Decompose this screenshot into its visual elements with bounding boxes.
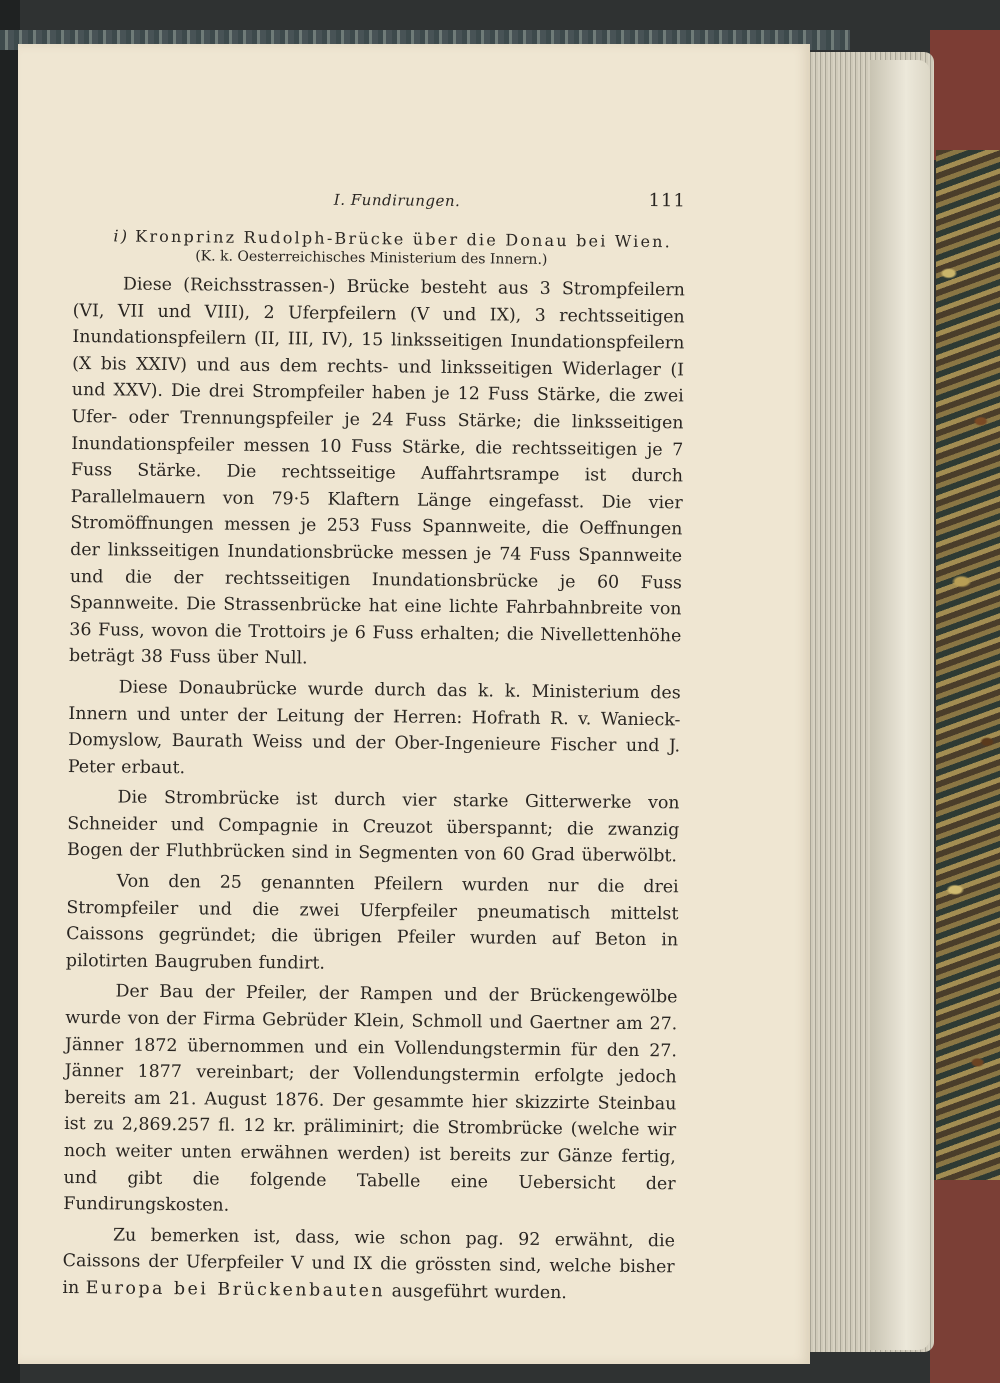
book-board-top — [930, 30, 1000, 160]
running-title: I. Fundirungen. — [333, 190, 461, 211]
paragraph: Diese Donaubrücke wurde durch das k. k. Ministerium des Innern und unter der Leitung der Herren: Hofrath R. v. Wanieck-Domyslow, Baurath Weiss und der Ober-Ingenieure Fischer und J. Peter erbaut. — [67, 677, 681, 778]
paragraph: Der Bau der Pfeiler, der Rampen und der Brückengewölbe wurde von der Firma Gebrüder Klein, Schmoll und Gaertner am 27. Jänner 1872 übernommen und ein Vollendungstermin für den 27. Jänner 1877 vereinbart; der Vollendungstermin erfolgte jedoch bereits am 21. August 1876. Der gesammte hier skizzirte Steinbau ist zu 2,869.257 fl. 12 kr. präliminirt; die Strombrücke (welche wir noch weiter unten erwähnen werden) ist bereits zur Gänze fertig, und gibt die folgende Tabelle eine Uebersicht der Fundirungskosten. — [63, 981, 678, 1216]
section-label: i) — [113, 226, 130, 246]
page-header — [74, 184, 686, 220]
book-page — [18, 44, 810, 1364]
section-title-text: Kronprinz Rudolph-Brücke über die Donau bei Wien. — [135, 226, 673, 252]
spaced-emphasis: Europa bei Brückenbauten — [85, 1278, 386, 1302]
page-content — [62, 184, 686, 1308]
paragraph-last — [62, 1222, 675, 1308]
paragraph: Die Strombrücke ist durch vier starke Gitterwerke von Schneider und Compagnie in Creuzot überspannt; die zwanzig Bogen der Fluthbrücken sind in Segmenten von 60 Grad überwölbt. — [66, 787, 680, 867]
page-number: 111 — [648, 190, 686, 212]
page-stack-edge — [870, 60, 930, 1350]
book-board-bottom — [930, 1180, 1000, 1383]
paragraph-last-text: Zu bemerken ist, dass, wie schon pag. 92 erwähnt, die Caissons der Uferpfeiler V und IX die grössten sind, welche bisher in — [62, 1225, 676, 1299]
section-subtitle: (K. k. Oesterreichisches Ministerium des Innern.) — [195, 248, 548, 268]
paragraph-last-tail: ausgeführt wurden. — [391, 1281, 567, 1304]
paragraph: Von den 25 genannten Pfeilern wurden nur die drei Strompfeiler und die zwei Uferpfeiler pneumatisch mittelst Caissons gegründet; die übrigen Pfeiler wurden auf Beton in pilotirten Baugruben fundirt. — [65, 871, 679, 974]
paragraph: Diese (Reichsstrassen-) Brücke besteht aus 3 Strompfeilern (VI, VII und VIII), 2 Uferpfeilern (V und IX), 3 rechtsseitigen Inundationspfeilern (II, III, IV), 15 linksseitigen Inundationspfeilern (X bis XXIV) und aus dem rechts- und linksseitigen Widerlager (I und XXV). Die drei Strompfeiler haben je 12 Fuss Stärke, die zwei Ufer- oder Trennungspfeiler je 24 Fuss Stärke; die linksseitigen Inundationspfeiler messen 10 Fuss Stärke, die rechtsseitigen je 7 Fuss Stärke. Die rechtsseitige Auffahrtsrampe ist durch Parallelmauern von 79·5 Klaftern Länge eingefasst. Die vier Stromöffnungen messen je 253 Fuss Spannweite, die Oeffnungen der linksseitigen Inundationsbrücke messen je 74 Fuss Spannweite und die der rechtsseitigen Inundationsbrücke je 60 Fuss Spannweite. Die Strassenbrücke hat eine lichte Fahrbahnbreite von 36 Fuss, wovon die Trottoirs je 6 Fuss erhalten; die Nivellettenhöhe beträgt 38 Fuss über Null. — [68, 274, 686, 669]
left-shadow — [0, 0, 20, 1383]
